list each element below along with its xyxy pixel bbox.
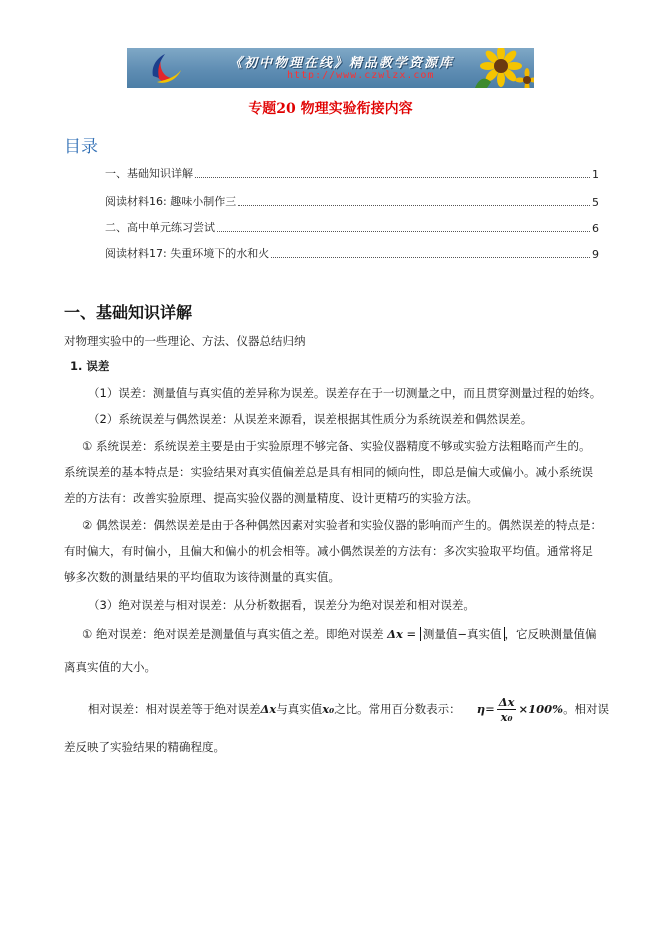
section-intro: 对物理实验中的一些理论、方法、仪器总结归纳 [64, 334, 306, 348]
paragraph-line-formula [82, 626, 597, 642]
paragraph-line: （2）系统误差与偶然误差：从误差来源看，误差根据其性质分为系统误差和偶然误差。 [88, 412, 533, 426]
paragraph-line-formula [88, 693, 609, 725]
toc-entry-page: 1 [592, 168, 599, 181]
banner-url: http://www.czwlzx.com [287, 70, 435, 81]
logo-icon [145, 52, 185, 86]
text-span: ，它反映测量值偏 [504, 627, 597, 641]
formula-absolute-value: 测量值−真实值 [420, 627, 505, 641]
banner-title: 《初中物理在线》精品教学资源库 [229, 56, 455, 71]
paragraph-line: 差反映了实验结果的精确程度。 [64, 740, 225, 754]
paragraph-line: 够多次数的测量结果的平均值取为该待测量的真实值。 [64, 570, 340, 584]
header-banner [127, 48, 534, 88]
formula-times-percent: ×100% [518, 702, 564, 716]
toc-leader [238, 205, 590, 206]
toc-entry-page: 9 [592, 248, 599, 261]
paragraph-line: 离真实值的大小。 [64, 660, 156, 674]
text-span: 与真实值 [276, 702, 323, 716]
fraction-denominator: x₀ [500, 709, 513, 724]
toc-entry-title: 阅读材料16: 趣味小制作三 [105, 195, 237, 208]
toc-heading: 目录 [64, 137, 98, 157]
fraction-numerator: Δx [498, 694, 515, 709]
toc-entry[interactable] [105, 193, 599, 209]
text-span: 相对误差：相对误差等于绝对误差 [88, 702, 261, 716]
paragraph-line: （3）绝对误差与相对误差：从分析数据看，误差分为绝对误差和相对误差。 [88, 598, 475, 612]
document-title: 专题20 物理实验衔接内容 [248, 101, 413, 117]
toc-entry-title: 阅读材料17: 失重环境下的水和火 [105, 247, 270, 260]
paragraph-line: 有时偏大，有时偏小，且偏大和偏小的机会相等。减小偶然误差的方法有：多次实验取平均值。通常将足 [64, 544, 593, 558]
toc-entry-page: 5 [592, 196, 599, 209]
toc-leader [217, 231, 590, 232]
toc-entry-page: 6 [592, 222, 599, 235]
toc-leader [195, 177, 590, 178]
section-heading: 一、基础知识详解 [64, 303, 193, 322]
formula-x0: x₀ [322, 702, 335, 716]
toc-entry-title: 一、基础知识详解 [105, 167, 193, 180]
toc-leader [271, 257, 590, 258]
text-span: ① 绝对误差：绝对误差是测量值与真实值之差。即绝对误差 [82, 627, 388, 641]
toc-entry-title: 二、高中单元练习尝试 [105, 221, 215, 234]
formula-equals: = [402, 627, 420, 641]
paragraph-line: ② 偶然误差：偶然误差是由于各种偶然因素对实验者和实验仪器的影响而产生的。偶然误差的特点是： [82, 518, 602, 532]
paragraph-line: （1）误差：测量值与真实值的差异称为误差。误差存在于一切测量之中，而且贯穿测量过程的始终。 [88, 386, 602, 400]
formula-delta-x: Δx [260, 702, 277, 716]
text-span: 。相对误 [563, 702, 610, 716]
toc-entry[interactable] [105, 245, 599, 261]
paragraph-line: 差的方法有：改善实验原理、提高实验仪器的测量精度、设计更精巧的实验方法。 [64, 491, 478, 505]
text-span: 之比。常用百分数表示： [334, 702, 461, 716]
item-label: 1. 误差 [70, 359, 110, 373]
formula-eta: η [476, 702, 486, 716]
formula-delta-x: Δx [387, 627, 403, 641]
formula-equals: = [485, 702, 495, 716]
paragraph-line: ① 系统误差：系统误差主要是由于实验原理不够完备、实验仪器精度不够或实验方法粗略而产生的。 [82, 439, 591, 453]
toc-entry[interactable] [105, 165, 599, 181]
formula-fraction [497, 695, 517, 724]
toc-entry[interactable] [105, 219, 599, 235]
sunflower-icon [465, 48, 534, 88]
paragraph-line: 系统误差的基本特点是：实验结果对真实值偏差总是具有相同的倾向性，即总是偏大或偏小。减小系统误 [64, 465, 593, 479]
